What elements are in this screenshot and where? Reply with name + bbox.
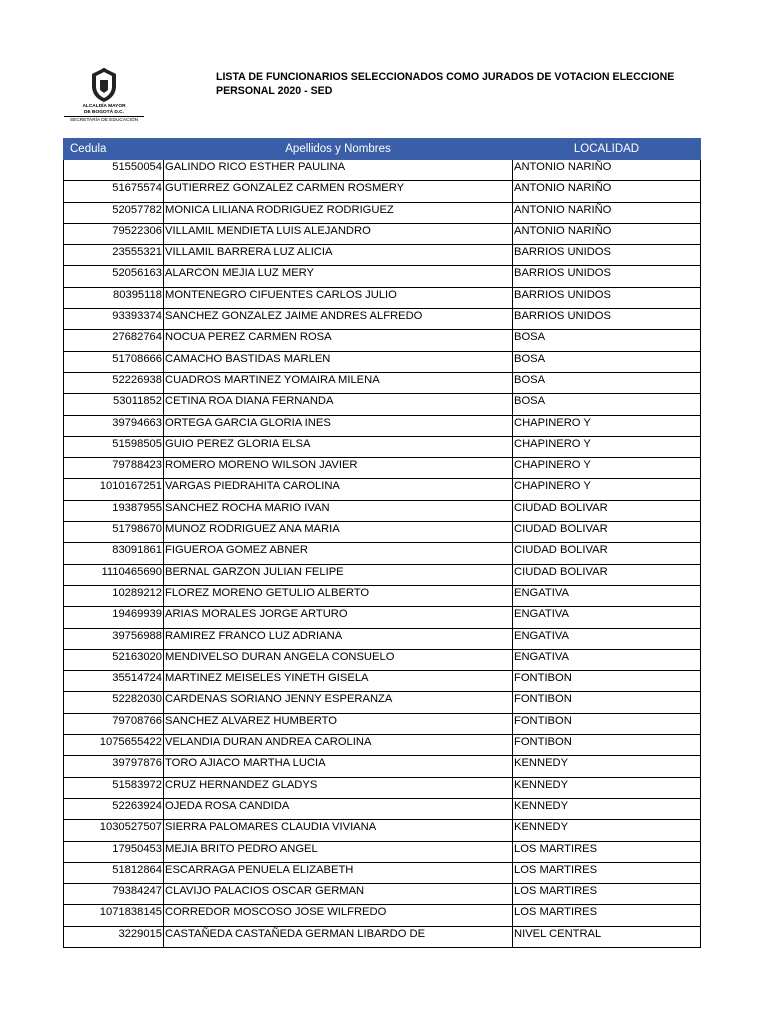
table-row [64,160,701,181]
localidad-cell: CHAPINERO Y [513,458,701,479]
cedula-cell: 83091861 [64,543,164,564]
cedula-cell: 35514724 [64,671,164,692]
logo-text-bogota: DE BOGOTÁ D.C. [84,109,124,115]
cedula-cell: 39797876 [64,756,164,777]
cedula-cell: 53011852 [64,394,164,415]
header-nombres: Apellidos y Nombres [164,139,513,160]
nombre-cell: ALARCON MEJIA LUZ MERY [164,266,513,287]
jurados-table [63,138,701,948]
header-localidad: LOCALIDAD [513,139,701,160]
localidad-cell: FONTIBON [513,692,701,713]
table-row [64,820,701,841]
cedula-cell: 51812864 [64,862,164,883]
localidad-cell: ANTONIO NARIÑO [513,181,701,202]
cedula-cell: 39756988 [64,628,164,649]
nombre-cell: VILLAMIL BARRERA LUZ ALICIA [164,245,513,266]
title-line-1: LISTA DE FUNCIONARIOS SELECCIONADOS COMO JURADOS DE VOTACION ELECCIONE [216,71,675,83]
cedula-cell: 51583972 [64,777,164,798]
table-row [64,862,701,883]
table-body [64,160,701,948]
table-row [64,372,701,393]
cedula-cell: 52282030 [64,692,164,713]
nombre-cell: GUTIERREZ GONZALEZ CARMEN ROSMERY [164,181,513,202]
table-row [64,671,701,692]
nombre-cell: SIERRA PALOMARES CLAUDIA VIVIANA [164,820,513,841]
table-row [64,458,701,479]
table-row [64,543,701,564]
table-row [64,692,701,713]
cedula-cell: 27682764 [64,330,164,351]
bogota-logo [64,66,144,134]
cedula-cell: 19387955 [64,500,164,521]
table-row [64,628,701,649]
cedula-cell: 51708666 [64,351,164,372]
table-row [64,735,701,756]
cedula-cell: 1010167251 [64,479,164,500]
table-row [64,202,701,223]
nombre-cell: GUIO PEREZ GLORIA ELSA [164,436,513,457]
localidad-cell: ENGATIVA [513,628,701,649]
table-row [64,415,701,436]
localidad-cell: BOSA [513,394,701,415]
localidad-cell: LOS MARTIRES [513,884,701,905]
nombre-cell: OJEDA ROSA CANDIDA [164,798,513,819]
nombre-cell: VELANDIA DURAN ANDREA CAROLINA [164,735,513,756]
table-row [64,522,701,543]
nombre-cell: MEJIA BRITO PEDRO ANGEL [164,841,513,862]
localidad-cell: FONTIBON [513,671,701,692]
table-row [64,756,701,777]
localidad-cell: CIUDAD BOLIVAR [513,543,701,564]
localidad-cell: ANTONIO NARIÑO [513,202,701,223]
table-row [64,330,701,351]
localidad-cell: CIUDAD BOLIVAR [513,564,701,585]
cedula-cell: 1030527507 [64,820,164,841]
cedula-cell: 52163020 [64,649,164,670]
nombre-cell: GALINDO RICO ESTHER PAULINA [164,160,513,181]
nombre-cell: RAMIREZ FRANCO LUZ ADRIANA [164,628,513,649]
table-row [64,266,701,287]
cedula-cell: 10289212 [64,585,164,606]
localidad-cell: KENNEDY [513,798,701,819]
nombre-cell: VILLAMIL MENDIETA LUIS ALEJANDRO [164,223,513,244]
cedula-cell: 1110465690 [64,564,164,585]
localidad-cell: BOSA [513,372,701,393]
cedula-cell: 51598505 [64,436,164,457]
localidad-cell: BARRIOS UNIDOS [513,309,701,330]
localidad-cell: ENGATIVA [513,649,701,670]
localidad-cell: FONTIBON [513,713,701,734]
nombre-cell: ORTEGA GARCIA GLORIA INES [164,415,513,436]
cedula-cell: 79708766 [64,713,164,734]
table-row [64,798,701,819]
table-row [64,649,701,670]
cedula-cell: 23555321 [64,245,164,266]
cedula-cell: 80395118 [64,287,164,308]
nombre-cell: SANCHEZ GONZALEZ JAIME ANDRES ALFREDO [164,309,513,330]
table-row [64,436,701,457]
table-header-row [64,139,701,160]
localidad-cell: LOS MARTIRES [513,905,701,926]
table-row [64,777,701,798]
cedula-cell: 51675574 [64,181,164,202]
header-cedula: Cedula [64,139,164,160]
cedula-cell: 52056163 [64,266,164,287]
nombre-cell: CUADROS MARTINEZ YOMAIRA MILENA [164,372,513,393]
nombre-cell: FLOREZ MORENO GETULIO ALBERTO [164,585,513,606]
cedula-cell: 1071838145 [64,905,164,926]
nombre-cell: SANCHEZ ALVAREZ HUMBERTO [164,713,513,734]
table-row [64,564,701,585]
nombre-cell: FIGUEROA GOMEZ ABNER [164,543,513,564]
table-row [64,607,701,628]
localidad-cell: KENNEDY [513,820,701,841]
localidad-cell: ENGATIVA [513,607,701,628]
cedula-cell: 17950453 [64,841,164,862]
localidad-cell: CHAPINERO Y [513,415,701,436]
localidad-cell: FONTIBON [513,735,701,756]
localidad-cell: ANTONIO NARIÑO [513,223,701,244]
localidad-cell: KENNEDY [513,756,701,777]
cedula-cell: 19469939 [64,607,164,628]
cedula-cell: 51798670 [64,522,164,543]
localidad-cell: CIUDAD BOLIVAR [513,522,701,543]
nombre-cell: CARDENAS SORIANO JENNY ESPERANZA [164,692,513,713]
table-row [64,884,701,905]
logo-text-secretaria: SECRETARÍA DE EDUCACIÓN [64,116,144,124]
cedula-cell: 79384247 [64,884,164,905]
localidad-cell: BARRIOS UNIDOS [513,245,701,266]
nombre-cell: MONICA LILIANA RODRIGUEZ RODRIGUEZ [164,202,513,223]
table-row [64,479,701,500]
table-row [64,905,701,926]
nombre-cell: NOCUA PEREZ CARMEN ROSA [164,330,513,351]
logo-text-alcaldia: ALCALDÍA MAYOR [82,104,126,109]
title-line-2: PERSONAL 2020 - SED [216,85,333,97]
document-title [216,70,700,98]
cedula-cell: 79788423 [64,458,164,479]
localidad-cell: BOSA [513,351,701,372]
localidad-cell: BARRIOS UNIDOS [513,266,701,287]
nombre-cell: CASTAÑEDA CASTAÑEDA GERMAN LIBARDO DE [164,926,513,947]
nombre-cell: MENDIVELSO DURAN ANGELA CONSUELO [164,649,513,670]
table-row [64,394,701,415]
localidad-cell: LOS MARTIRES [513,841,701,862]
cedula-cell: 51550054 [64,160,164,181]
localidad-cell: BARRIOS UNIDOS [513,287,701,308]
localidad-cell: CHAPINERO Y [513,436,701,457]
nombre-cell: CRUZ HERNANDEZ GLADYS [164,777,513,798]
cedula-cell: 1075655422 [64,735,164,756]
nombre-cell: VARGAS PIEDRAHITA CAROLINA [164,479,513,500]
table-row [64,351,701,372]
nombre-cell: MARTINEZ MEISELES YINETH GISELA [164,671,513,692]
cedula-cell: 52226938 [64,372,164,393]
localidad-cell: BOSA [513,330,701,351]
table-row [64,926,701,947]
table-row [64,585,701,606]
nombre-cell: CLAVIJO PALACIOS OSCAR GERMAN [164,884,513,905]
nombre-cell: ARIAS MORALES JORGE ARTURO [164,607,513,628]
localidad-cell: ENGATIVA [513,585,701,606]
nombre-cell: MUNOZ RODRIGUEZ ANA MARIA [164,522,513,543]
table-row [64,841,701,862]
localidad-cell: CIUDAD BOLIVAR [513,500,701,521]
localidad-cell: LOS MARTIRES [513,862,701,883]
table-row [64,181,701,202]
cedula-cell: 52057782 [64,202,164,223]
table-row [64,223,701,244]
nombre-cell: ESCARRAGA PENUELA ELIZABETH [164,862,513,883]
coat-of-arms-icon [89,66,119,104]
cedula-cell: 3229015 [64,926,164,947]
cedula-cell: 93393374 [64,309,164,330]
nombre-cell: TORO AJIACO MARTHA LUCIA [164,756,513,777]
table-row [64,500,701,521]
localidad-cell: NIVEL CENTRAL [513,926,701,947]
localidad-cell: KENNEDY [513,777,701,798]
localidad-cell: CHAPINERO Y [513,479,701,500]
nombre-cell: CETINA ROA DIANA FERNANDA [164,394,513,415]
nombre-cell: SANCHEZ ROCHA MARIO IVAN [164,500,513,521]
nombre-cell: MONTENEGRO CIFUENTES CARLOS JULIO [164,287,513,308]
table-row [64,287,701,308]
nombre-cell: ROMERO MORENO WILSON JAVIER [164,458,513,479]
table-row [64,245,701,266]
localidad-cell: ANTONIO NARIÑO [513,160,701,181]
cedula-cell: 39794663 [64,415,164,436]
cedula-cell: 79522306 [64,223,164,244]
nombre-cell: BERNAL GARZON JULIAN FELIPE [164,564,513,585]
nombre-cell: CORREDOR MOSCOSO JOSE WILFREDO [164,905,513,926]
nombre-cell: CAMACHO BASTIDAS MARLEN [164,351,513,372]
table-row [64,309,701,330]
cedula-cell: 52263924 [64,798,164,819]
table-row [64,713,701,734]
